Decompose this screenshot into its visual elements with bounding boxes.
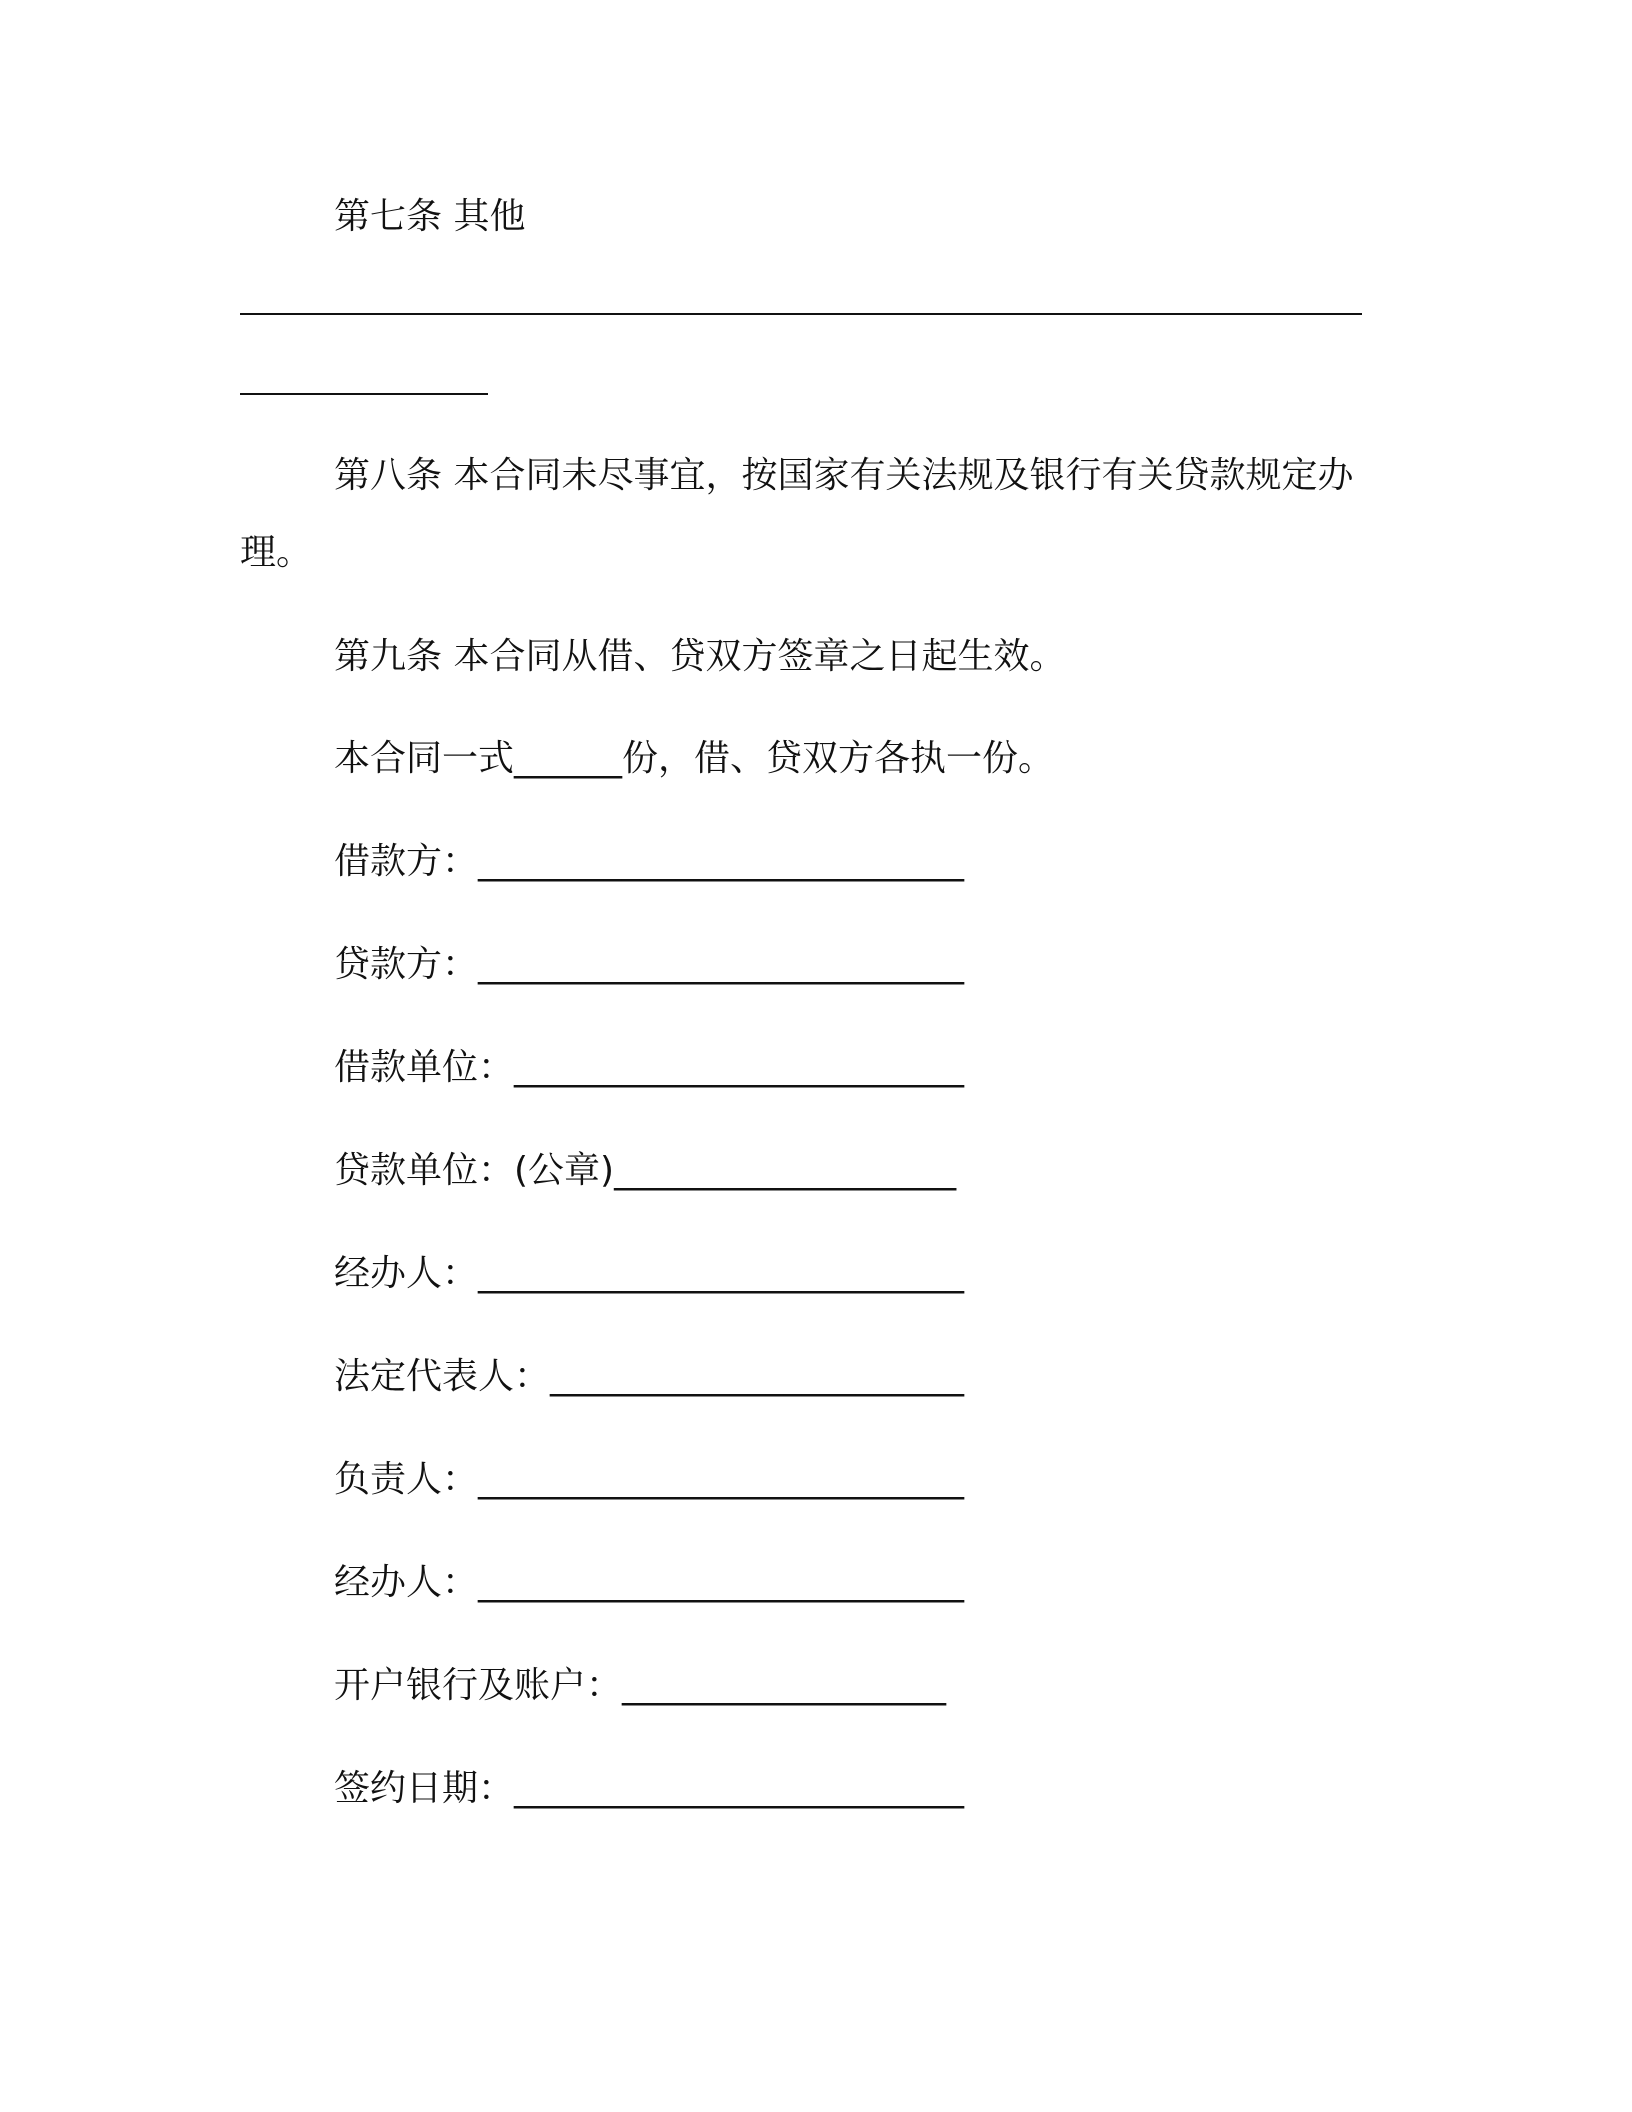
signature-field-blank: ___________________________ — [478, 1562, 965, 1603]
signature-field-blank: _________________________ — [514, 1047, 965, 1088]
signature-field-label: 经办人： — [334, 1562, 479, 1603]
signature-field-blank: ___________________________ — [478, 1459, 965, 1500]
signature-field-blank: ___________________ — [614, 1150, 957, 1191]
signature-field-blank: _________________________ — [514, 1768, 965, 1809]
signature-field-label: 贷款方： — [334, 944, 479, 985]
signature-field-blank: ___________________________ — [478, 841, 965, 882]
signature-field-borrowing-unit — [334, 1044, 964, 1092]
signature-field-signing-date — [334, 1765, 964, 1813]
article-9-text: 第九条 本合同从借、贷双方签章之日起生效。 — [334, 636, 1066, 677]
signature-field-label: 法定代表人： — [334, 1356, 551, 1397]
signature-field-blank: ___________________________ — [478, 1253, 965, 1294]
article-7-blank-line-2 — [240, 393, 488, 395]
signature-field-label: 签约日期： — [334, 1768, 515, 1809]
signature-field-label: 经办人： — [334, 1253, 479, 1294]
article-8-text-line-2: 理。 — [240, 532, 313, 573]
copies-clause: 本合同一式______份，借、贷双方各执一份。 — [334, 738, 1055, 779]
signature-field-lender — [334, 941, 964, 989]
signature-field-borrower — [334, 838, 964, 886]
signature-field-label: 借款方： — [334, 841, 479, 882]
signature-field-blank: __________________ — [622, 1665, 947, 1706]
article-7-heading: 第七条 其他 — [334, 196, 526, 237]
signature-field-bank-account — [334, 1662, 946, 1710]
signature-field-label: 贷款单位：(公章) — [334, 1150, 615, 1191]
article-8-text-line-1: 第八条 本合同未尽事宜，按国家有关法规及银行有关贷款规定办 — [334, 455, 1354, 496]
signature-field-blank: ___________________________ — [478, 944, 965, 985]
signature-field-handler-2 — [334, 1559, 964, 1607]
signature-field-handler-1 — [334, 1250, 964, 1298]
signature-field-label: 借款单位： — [334, 1047, 515, 1088]
signature-field-legal-representative — [334, 1353, 964, 1401]
signature-field-label: 开户银行及账户： — [334, 1665, 623, 1706]
signature-field-person-in-charge — [334, 1456, 964, 1504]
signature-field-blank: _______________________ — [550, 1356, 965, 1397]
signature-field-lending-unit-seal — [334, 1147, 956, 1195]
signature-field-label: 负责人： — [334, 1459, 479, 1500]
article-7-blank-line-1 — [240, 313, 1362, 315]
